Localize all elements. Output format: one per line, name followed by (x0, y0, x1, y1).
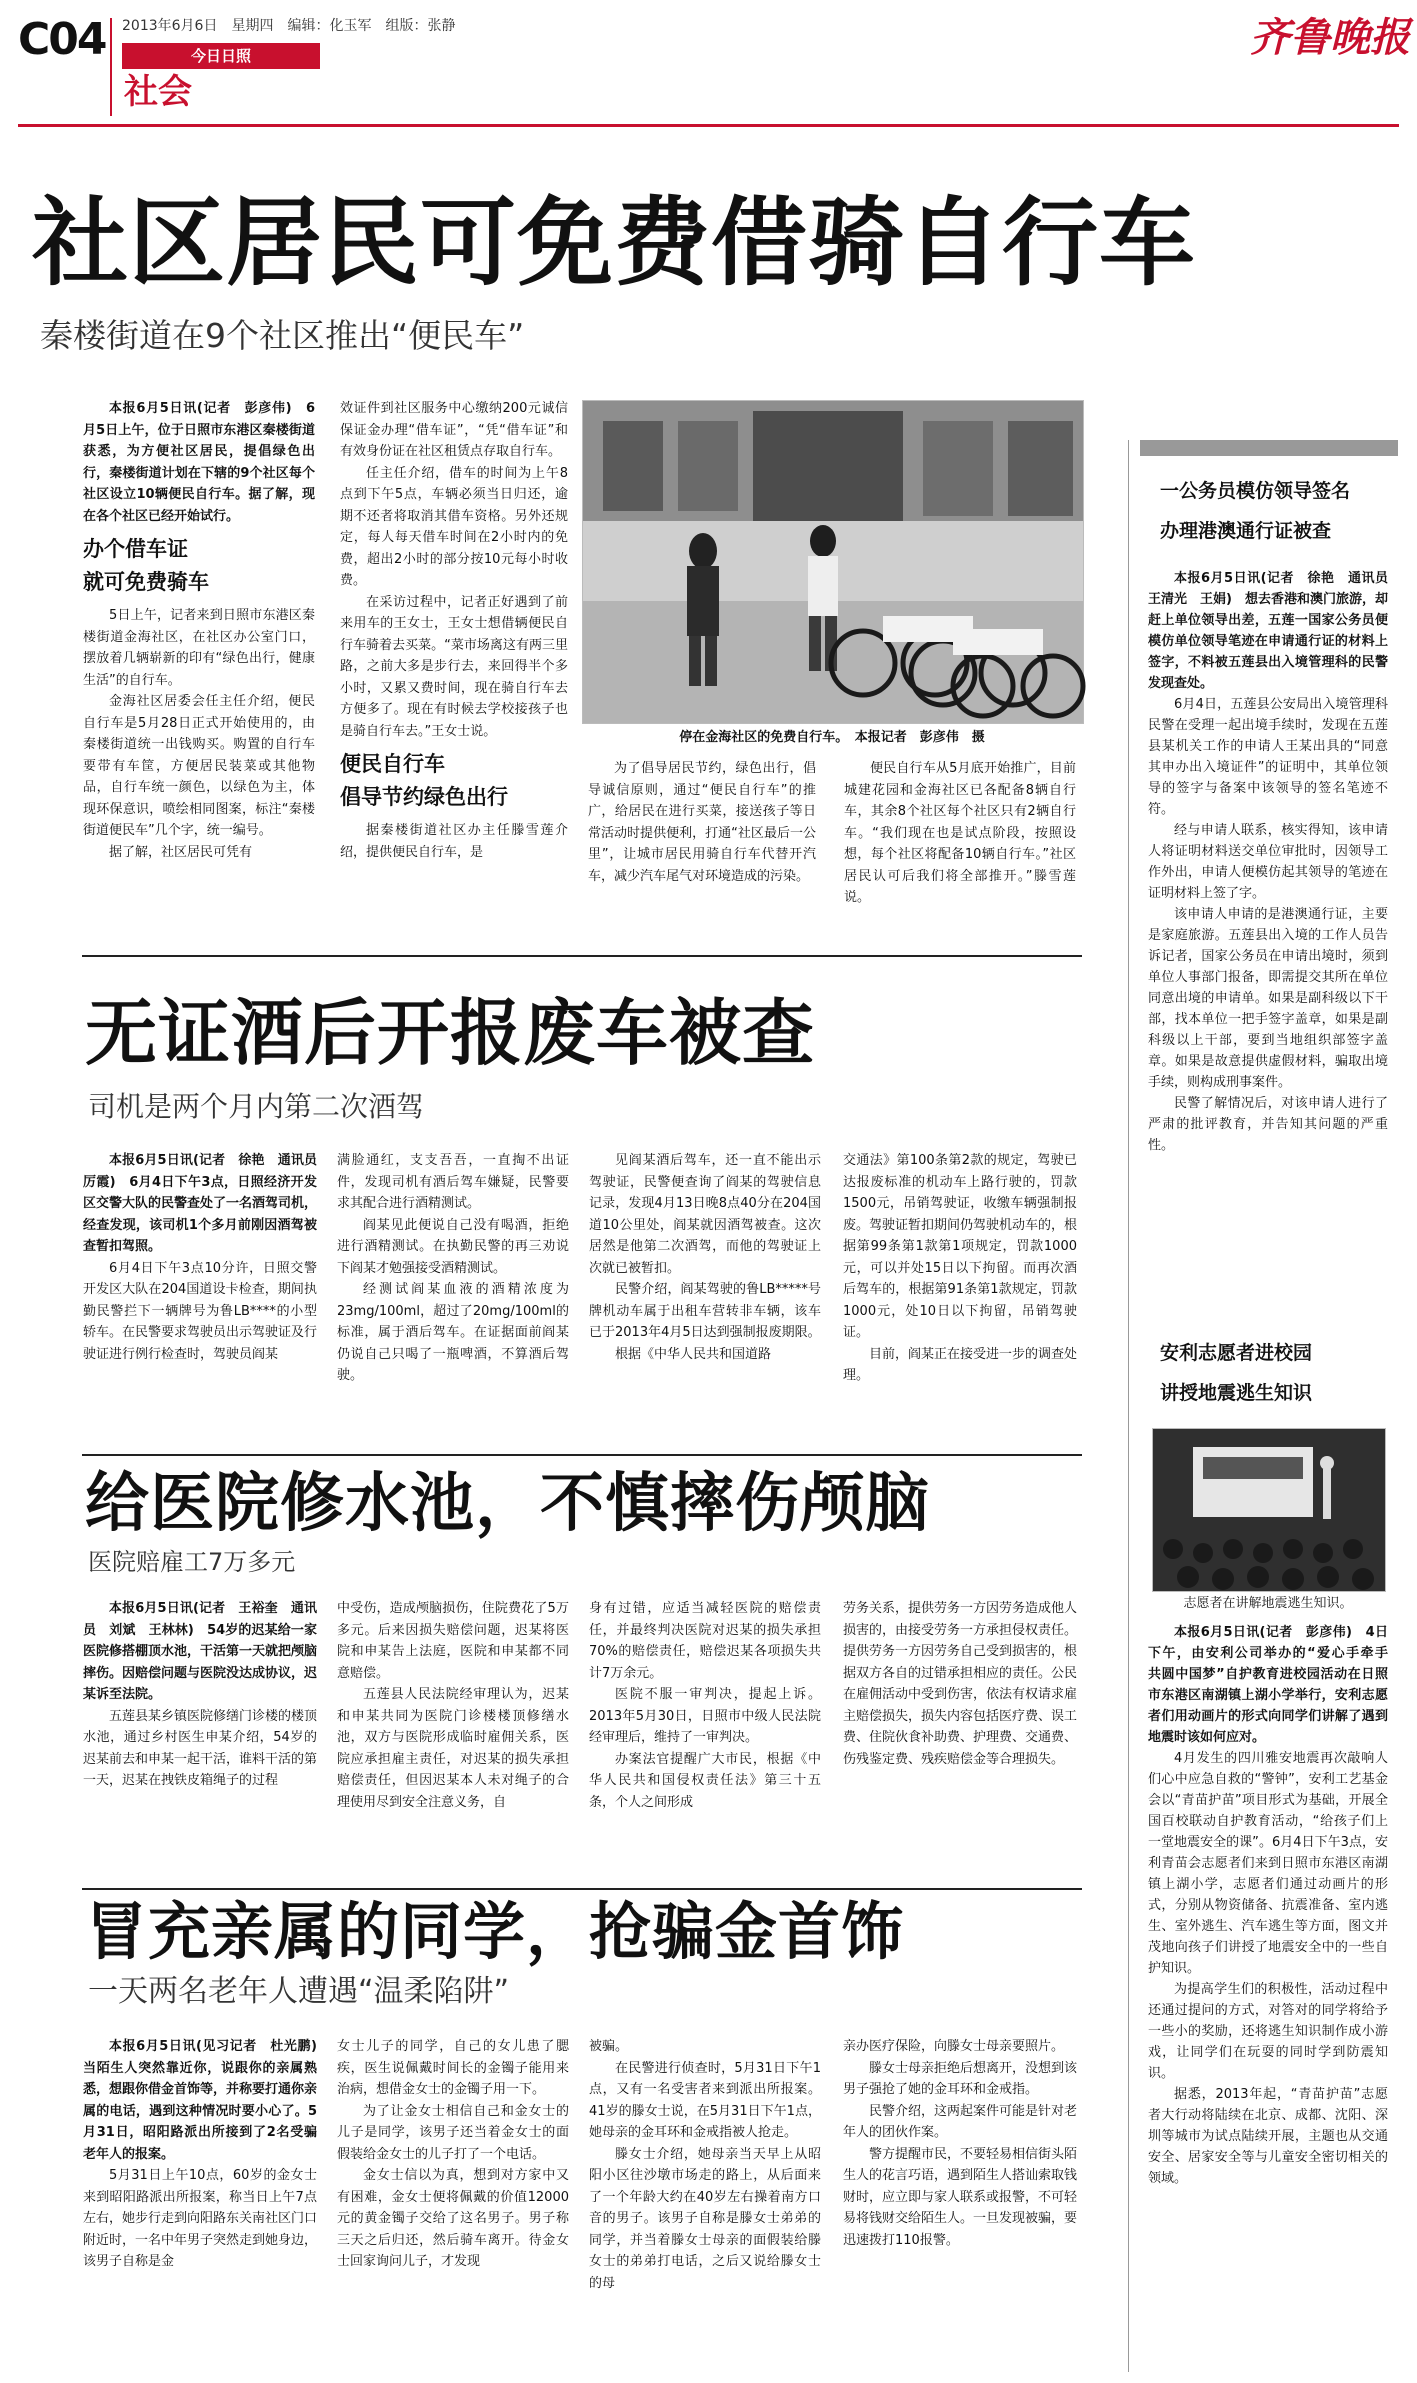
a4-column-4 (843, 2036, 1077, 2372)
a4-paragraph: 警方提醒市民，不要轻易相信街头陌生人的花言巧语，遇到陌生人搭讪索取钱财时，应立即与家人联系或报警，不可轻易将钱财交给陌生人。一旦发现被骗，要迅速拨打110报警。 (843, 2146, 1078, 2248)
a4-paragraph: 5月31日上午10点，60岁的金女士来到昭阳路派出所报案，称当日上午7点左右，她步行走到向阳路东关南社区门口附近时，一名中年男子突然走到她身边，该男子自称是金 (83, 2168, 318, 2269)
a2-paragraph: 见阎某酒后驾车，还一直不能出示驾驶证，民警便查询了阎某的驾驶信息记录，发现4月13日晚8点40分在204国道10公里处，阎某就因酒驾被查。这次居然是他第二次酒驾，而他的驾驶证上次就已被暂扣。 (589, 1153, 821, 1276)
a3-column-2 (337, 1598, 569, 1880)
headline-drunk-driving: 无证酒后开报废车被查 (85, 991, 816, 1075)
a4-column-2 (337, 2036, 569, 2372)
a3-paragraph: 五莲县某乡镇医院修缮门诊楼的楼顶水池，通过乡村医生申某介绍，54岁的迟某前去和申某一起干活，谁料干活的第一天，迟某在拽铁皮箱绳子的过程 (83, 1708, 318, 1788)
a3-paragraph: 五莲县人民法院经审理认为，迟某和申某共同为医院门诊楼楼顶修缮水池，双方与医院形成临时雇佣关系，医院应承担雇主责任，对迟某的损失承担赔偿责任，但因迟某本人未对绳子的合理使用尽到安全注意义务，自 (337, 1687, 569, 1810)
a4-paragraph: 金女士信以为真，想到对方家中又有困难，金女士便将佩戴的价值12000元的黄金镯子交给了这名男子。男子称三天之后归还，然后骑车离开。待金女士回家询问儿子，才发现 (337, 2168, 569, 2269)
sidebar-headline-1b: 办理港澳通行证被查 (1160, 520, 1332, 542)
dek-drunk-driving: 司机是两个月内第二次酒驾 (88, 1090, 425, 1123)
sidebar-paragraph: 经与申请人联系，核实得知，该申请人将证明材料送交单位审批时，因领导工作外出，申请人便模仿起其领导的笔迹在证明材料上签了字。 (1148, 823, 1388, 901)
a2-paragraph: 根据《中华人民共和国道路 (615, 1346, 772, 1362)
section-title: 社会 (124, 72, 192, 112)
a1-paragraph: 据秦楼街道社区办主任滕雪莲介绍，提供便民自行车，是 (340, 823, 568, 860)
a1-paragraph: 效证件到社区服务中心缴纳200元诚信保证金办理“借车证”，“凭“借车证”和有效身份证在社区租赁点存取自行车。 (340, 401, 568, 459)
bicycle-photo-image (583, 401, 1083, 723)
a1-paragraph: 便民自行车从5月底开始推广，目前城建花园和金海社区已各配备8辆自行车，其余8个社区每个社区只有2辆自行车。“我们现在也是试点阶段，按照设想，每个社区将配备10辆自行车。”社区居民认可后我们将全部推开。”滕雪莲说。 (844, 761, 1076, 905)
a3-paragraph: 办案法官提醒广大市民，根据《中华人民共和国侵权责任法》第三十五条，个人之间形成 (589, 1751, 821, 1810)
a2-paragraph: 民警介绍，阎某驾驶的鲁LB*****号牌机动车属于出租车营转非车辆，该车已于2013年4月5日达到强制报废期限。 (589, 1282, 821, 1340)
sidebar-top-bar (1140, 440, 1398, 456)
a1-paragraph: 在采访过程中，记者正好遇到了前来用车的王女士，王女士想借辆便民自行车骑着去买菜。“菜市场离这有两三里路，之前大多是步行去，来回得半个多小时，又累又费时间，现在骑自行车去方便多了。现在有时候去学校接孩子也是骑自行车去。”王女士说。 (340, 594, 568, 739)
a2-paragraph: 满脸通红，支支吾吾，一直掏不出证件，发现司机有酒后驾车嫌疑，民警要求其配合进行酒精测试。 (337, 1153, 569, 1211)
a1-column-1 (83, 398, 315, 946)
a1-paragraph: 金海社区居委会任主任介绍，便民自行车是5月28日正式开始使用的，由秦楼街道统一出钱购买。购置的自行车要带有车筐，方便居民装菜或其他物品，自行车统一颜色，以绿色为主，体现环保意识，喷绘相同图案，标注“秦楼街道便民车”几个字，统一编号。 (83, 694, 315, 838)
a1-column-3 (588, 758, 816, 946)
sidebar-headline-2a: 安利志愿者进校园 (1160, 1342, 1313, 1364)
headline-bicycle: 社区居民可免费借骑自行车 (32, 187, 1196, 299)
a3-paragraph: 身有过错，应适当减轻医院的赔偿责任，并最终判决医院对迟某的损失承担70%的赔偿责任，赔偿迟某各项损失共计7万余元。 (589, 1601, 821, 1681)
a4-lead: 本报6月5日讯(见习记者 杜光鹏) 当陌生人突然靠近你，说跟你的亲属熟悉，想跟你借金首饰等，并称要打通你亲属的电话，遇到这种情况时要小心了。5月31日，昭阳路派出所接到了2名受骗老年人的报案。 (83, 2039, 331, 2162)
sidebar-story-2 (1148, 1622, 1402, 2374)
a2-paragraph: 6月4日下午3点10分许，日照交警开发区大队在204国道设卡检查，期间执勤民警拦下一辆牌号为鲁LB****的小型轿车。在民警要求驾驶员出示驾驶证及行驶证进行例行检查时，驾驶员阎某 (83, 1260, 318, 1362)
a2-paragraph: 目前，阎某正在接受进一步的调查处理。 (843, 1346, 1078, 1383)
issue-date-line: 2013年6月6日 星期四 编辑：化玉军 组版：张静 (122, 18, 456, 34)
a4-column-3 (589, 2036, 821, 2372)
a1-subhead-1b: 就可免费骑车 (83, 570, 209, 594)
a2-column-4 (843, 1150, 1077, 1444)
sidebar-paragraph: 该申请人申请的是港澳通行证，主要是家庭旅游。五莲县出入境的工作人员告诉记者，国家公务员在申请出境时，须到单位人事部门报备，即需提交其所在单位同意出境的申请单。如果是副科级以下干部，找本单位一把手签字盖章，如果是副科级以上干部，要到当地组织部签字盖章。如果是故意提供虚假材料，骗取出境手续，则构成刑事案件。 (1148, 907, 1388, 1090)
a3-column-1 (83, 1598, 317, 1880)
a4-paragraph: 亲办医疗保险，向滕女士母亲要照片。 (843, 2039, 1065, 2054)
a1-subhead-1a: 办个借车证 (83, 537, 188, 561)
section-tag: 今日日照 (122, 43, 320, 69)
a4-paragraph: 民警介绍，这两起案件可能是针对老年人的团伙作案。 (843, 2103, 1078, 2140)
dek-hospital-injury: 医院赔雇工7万多元 (88, 1548, 296, 1576)
divider-a3 (82, 1888, 1082, 1890)
a2-column-2 (337, 1150, 569, 1444)
dek-bicycle: 秦楼街道在9个社区推出“便民车” (40, 316, 525, 355)
a2-lead: 本报6月5日讯(记者 徐艳 通讯员 厉霞) 6月4日下午3点，日照经济开发区交警大队的民警查处了一名酒驾司机，经查发现，该司机1个多月前刚因酒驾被查暂扣驾照。 (83, 1153, 331, 1254)
photo-caption: 停在金海社区的免费自行车。 本报记者 彭彦伟 摄 (679, 730, 985, 745)
a2-paragraph: 交通法》第100条第2款的规定，驾驶已达报废标准的机动车上路行驶的，罚款1500元，吊销驾驶证，收缴车辆强制报废。驾驶证暂扣期间仍驾驶机动车的，根据第99条第1款第1项规定，罚款1000元，可以并处15日以下拘留。而再次酒后驾车的，根据第91条第1款规定，罚款1000元，处10日以下拘留，吊销驾驶证。 (843, 1153, 1078, 1340)
bicycle-photo (582, 400, 1084, 724)
a3-paragraph: 中受伤，造成颅脑损伤，住院费花了5万多元。后来因损失赔偿问题，迟某将医院和申某告上法庭，医院和申某都不同意赔偿。 (337, 1601, 569, 1681)
a2-paragraph: 阎某见此便说自己没有喝酒，拒绝进行酒精测试。在执勤民警的再三劝说下阎某才勉强接受酒精测试。 (337, 1217, 569, 1276)
headline-jewelry-fraud: 冒充亲属的同学，抢骗金首饰 (85, 1895, 905, 1968)
a1-paragraph: 为了倡导居民节约，绿色出行，倡导诚信原则，通过“便民自行车”的推广，给居民在进行买菜，接送孩子等日常活动时提供便利，打通“社区最后一公里”，让城市居民用骑自行车代替开汽车，减少汽车尾气对环境造成的污染。 (588, 761, 816, 884)
a4-paragraph: 滕女士母亲拒绝后想离开，没想到该男子强抢了她的金耳环和金戒指。 (843, 2060, 1078, 2097)
a1-subhead-2b: 倡导节约绿色出行 (340, 785, 508, 809)
volunteer-photo-image (1153, 1429, 1385, 1591)
a4-paragraph: 滕女士介绍，她母亲当天早上从昭阳小区往沙墩市场走的路上，从后面来了一个年龄大约在40岁左右操着南方口音的男子。该男子自称是滕女士弟弟的同学，并当着滕女士母亲的面假装给滕女士的弟弟打电话，之后又说给滕女士的母 (589, 2146, 821, 2291)
sidebar-paragraph: 民警了解情况后，对该申请人进行了严肃的批评教育，并告知其问题的严重性。 (1148, 1096, 1388, 1153)
sidebar-headline-1a: 一公务员模仿领导签名 (1160, 480, 1351, 502)
a1-paragraph: 据了解，社区居民可凭有 (109, 844, 253, 860)
divider-a2 (82, 1454, 1082, 1456)
sidebar-story-1 (1148, 568, 1402, 1326)
a1-paragraph: 5日上午，记者来到日照市东港区秦楼街道金海社区，在社区办公室门口，摆放着几辆崭新的印有“绿色出行，健康生活”的自行车。 (83, 608, 315, 688)
a2-paragraph: 经测试阎某血液的酒精浓度为23mg/100ml，超过了20mg/100ml的标准，属于酒后驾车。在证据面前阎某仍说自己只喝了一瓶啤酒，不算酒后驾驶。 (337, 1282, 569, 1383)
a2-column-3 (589, 1150, 821, 1444)
volunteer-photo (1152, 1428, 1386, 1592)
sidebar-paragraph: 为提高学生们的积极性，活动过程中还通过提问的方式，对答对的同学将给予一些小的奖励，还将逃生知识制作成小游戏，让同学们在玩耍的同时学到防震知识。 (1148, 1982, 1388, 2081)
page-number: C04 (18, 14, 106, 65)
sidebar-paragraph: 本报6月5日讯(记者 彭彦伟) 4日下午，由安利公司举办的“爱心手牵手 共圆中国梦”自护教育进校园活动在日照市东港区南湖镇上湖小学举行，安利志愿者们用动画片的形式向同学们讲解了遇到地震时该如何应对。 (1148, 1625, 1402, 1745)
a1-lead: 本报6月5日讯(记者 彭彦伟) 6月5日上午，位于日照市东港区秦楼街道获悉，为方便社区居民，提倡绿色出行，秦楼街道计划在下辖的9个社区每个社区设立10辆便民自行车。据了解，现在各个社区已经开始试行。 (83, 401, 315, 524)
sidebar-paragraph: 6月4日，五莲县公安局出入境管理科民警在受理一起出境手续时，发现在五莲县某机关工作的申请人王某出具的“同意其申办出入境证件”的证明中，其单位领导的签字与备案中该领导的签名笔迹不符。 (1148, 697, 1388, 817)
a1-paragraph: 任主任介绍，借车的时间为上午8点到下午5点，车辆必须当日归还，逾期不还者将取消其借车资格。另外还规定，每人每天借车时间在2小时内的免费，超出2小时的部分按10元每小时收费。 (340, 465, 568, 588)
a2-column-1 (83, 1150, 331, 1444)
a1-column-4 (844, 758, 1076, 946)
a3-paragraph: 医院不服一审判决，提起上诉。2013年5月30日，日照市中级人民法院经审理后，维持了一审判决。 (589, 1687, 821, 1745)
a4-paragraph: 为了让金女士相信自己和金女士的儿子是同学，该男子还当着金女士的面假装给金女士的儿子打了一个电话。 (337, 2103, 569, 2162)
sidebar-headline-2b: 讲授地震逃生知识 (1160, 1382, 1313, 1404)
a4-column-1 (83, 2036, 331, 2372)
sidebar-paragraph: 据悉，2013年起，“青苗护苗”志愿者大行动将陆续在北京、成都、沈阳、深圳等城市为试点陆续开展，主题也从交通安全、居家安全等与儿童安全密切相关的领域。 (1148, 2087, 1388, 2186)
a1-subhead-2a: 便民自行车 (340, 752, 445, 776)
a3-paragraph: 劳务关系，提供劳务一方因劳务造成他人损害的，由接受劳务一方承担侵权责任。提供劳务一方因劳务自己受到损害的，根据双方各自的过错承担相应的责任。公民在雇佣活动中受到伤害，依法有权请求雇主赔偿损失，损失内容包括医疗费、误工费、住院伙食补助费、护理费、交通费、伤残鉴定费、残疾赔偿金等合理损失。 (843, 1601, 1078, 1767)
a4-paragraph: 被骗。 (589, 2039, 629, 2054)
volunteer-photo-caption: 志愿者在讲解地震逃生知识。 (1183, 1596, 1353, 1611)
sidebar-divider (1128, 440, 1129, 2372)
brand-logo: 齐鲁晚报 (1250, 14, 1410, 61)
headline-hospital-injury: 给医院修水池，不慎摔伤颅脑 (85, 1467, 930, 1541)
masthead-divider (110, 18, 112, 116)
a4-paragraph: 女士儿子的同学，自己的女儿患了腮疾，医生说佩戴时间长的金镯子能用来治病，想借金女士的金镯子用一下。 (337, 2039, 569, 2097)
sidebar-paragraph: 本报6月5日讯(记者 徐艳 通讯员 王清光 王娟) 想去香港和澳门旅游，却赶上单位领导出差，五莲一国家公务员便模仿单位领导笔迹在申请通行证的材料上签字，不料被五莲县出入境管理科的民警发现查处。 (1148, 571, 1402, 691)
a1-column-2 (340, 398, 568, 946)
a3-column-4 (843, 1598, 1077, 1880)
masthead-rule (18, 124, 1399, 127)
a4-paragraph: 在民警进行侦查时，5月31日下午1点，又有一名受害者来到派出所报案。41岁的滕女士说，在5月31日下午1点，她母亲的金耳环和金戒指被人抢走。 (589, 2060, 821, 2140)
divider-a1 (82, 955, 1082, 957)
a3-column-3 (589, 1598, 821, 1880)
a3-lead: 本报6月5日讯(记者 王裕奎 通讯员 刘斌 王林林) 54岁的迟某给一家医院修搭棚顶水池，干活第一天就把颅脑摔伤。因赔偿问题与医院没达成协议，迟某诉至法院。 (83, 1601, 318, 1702)
dek-jewelry-fraud: 一天两名老年人遭遇“温柔陷阱” (88, 1974, 510, 2009)
sidebar-paragraph: 4月发生的四川雅安地震再次敲响人们心中应急自救的“警钟”，安利工艺基金会以“青苗护苗”项目形式为基础，开展全国百校联动自护教育活动，“给孩子们上一堂地震安全的课”。6月4日下午3点，安利青苗会志愿者们来到日照市东港区南湖镇上湖小学，志愿者们通过动画片的形式，分别从物资储备、抗震准备、室内逃生、室外逃生、汽车逃生等方面，图文并茂地向孩子们讲授了地震安全中的一些自护知识。 (1148, 1751, 1388, 1976)
